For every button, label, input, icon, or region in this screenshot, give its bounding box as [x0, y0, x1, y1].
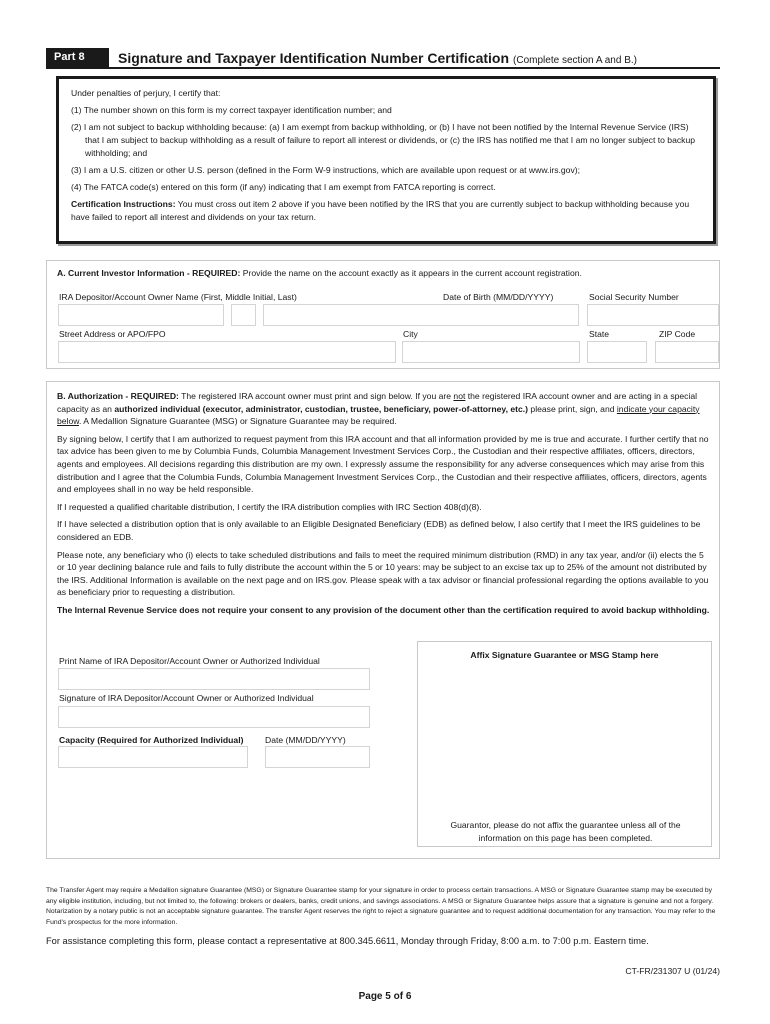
section-a-heading-text: Provide the name on the account exactly as it appears in the current account registration. [240, 268, 582, 278]
city-field[interactable] [402, 341, 580, 363]
name-label: IRA Depositor/Account Owner Name (First, Middle Initial, Last) [59, 292, 297, 302]
street-field[interactable] [58, 341, 396, 363]
cert-item-3: (3) I am a U.S. citizen or other U.S. person (defined in the Form W-9 instructions, which are available upon request or at www.irs.gov); [71, 165, 580, 175]
ssn-label: Social Security Number [589, 292, 679, 302]
zip-label: ZIP Code [659, 329, 696, 339]
cert-item-2: (2) I am not subject to backup withholding because: (a) I am exempt from backup withholding, or (b) I have not been notified by the Internal Revenue Service (IRS) that I am subject to backup withholding as a result of failure to report all interest or dividends, or (c) the IRS has notified me that I am no longer subject to backup withholding; and [71, 122, 696, 158]
header-rule [46, 67, 720, 69]
part-title [118, 50, 637, 66]
signature-label: Signature of IRA Depositor/Account Owner or Authorized Individual [59, 693, 314, 703]
section-b-p1-b: the registered IRA account owner and are acting in a special capacity as an [57, 391, 698, 414]
section-b-p1-not: not [453, 391, 466, 401]
ssn-field[interactable] [587, 304, 719, 326]
signature-guarantee-box [417, 641, 712, 847]
part-title-text: Signature and Taxpayer Identification Number Certification [118, 50, 510, 66]
state-field[interactable] [587, 341, 647, 363]
capacity-field[interactable] [58, 746, 248, 768]
section-b-p4: If I have selected a distribution option that is only available to an Eligible Designated Beneficiary (EDB) as defined below, I also certify that I meet the IRS guidelines to be considered an EDB. [57, 519, 701, 542]
cert-instructions-label: Certification Instructions: [71, 199, 176, 209]
zip-field[interactable] [655, 341, 719, 363]
section-b-p3: If I requested a qualified charitable distribution, I certify the IRA distribution complies with IRC Section 408(d)(8). [57, 501, 482, 512]
section-a [46, 260, 720, 369]
middle-initial-field[interactable] [231, 304, 256, 326]
cert-item-4: (4) The FATCA code(s) entered on this form (if any) indicating that I am exempt from FATCA reporting is correct. [71, 182, 496, 192]
cert-intro: Under penalties of perjury, I certify that: [71, 88, 221, 98]
stamp-note: Guarantor, please do not affix the guarantee unless all of the information on this page has been completed. [450, 820, 681, 843]
section-b-p1-d: . A Medallion Signature Guarantee (MSG) or Signature Guarantee may be required. [78, 416, 397, 427]
section-b-p1-a: The registered IRA account owner must print and sign below. If you are [178, 391, 454, 401]
signature-field[interactable] [58, 706, 370, 728]
part-badge: Part 8 [46, 48, 109, 67]
street-label: Street Address or APO/FPO [59, 329, 166, 339]
section-b-text [57, 390, 713, 622]
state-label: State [589, 329, 610, 339]
cert-instructions [71, 198, 703, 224]
city-label: City [403, 329, 418, 339]
form-code: CT-FR/231307 U (01/24) [625, 966, 720, 976]
assistance-text: For assistance completing this form, please contact a representative at 800.345.6611, Monday through Friday, 8:00 a.m. to 7:00 p.m. Eastern time. [46, 936, 649, 946]
section-a-heading-bold: A. Current Investor Information - REQUIRED: [57, 268, 241, 278]
print-name-label: Print Name of IRA Depositor/Account Owner or Authorized Individual [59, 656, 320, 666]
first-name-field[interactable] [58, 304, 224, 326]
part-subtitle: (Complete section A and B.) [513, 55, 637, 66]
section-b-p1-c: please print, sign, and [528, 403, 617, 414]
section-b-p1-bold: authorized individual (executor, administrator, custodian, trustee, beneficiary, power-of-attorney, etc.) [114, 403, 529, 414]
section-a-heading [57, 268, 582, 278]
stamp-title: Affix Signature Guarantee or MSG Stamp here [470, 650, 659, 660]
date-label: Date (MM/DD/YYYY) [265, 735, 346, 745]
dob-label: Date of Birth (MM/DD/YYYY) [443, 292, 554, 302]
section-b [46, 381, 720, 859]
section-b-heading: B. Authorization - REQUIRED: [57, 391, 179, 401]
section-b-p6: The Internal Revenue Service does not require your consent to any provision of the document other than the certification required to avoid backup withholding. [57, 604, 710, 615]
last-name-field[interactable] [263, 304, 579, 326]
cert-instructions-text: You must cross out item 2 above if you have been notified by the IRS that you are currently subject to backup withholding because you have failed to report all interest and dividends on your tax return. [71, 199, 690, 222]
section-b-p1-underline: indicate your capacity below [57, 403, 700, 427]
certification-box [56, 76, 716, 244]
capacity-label: Capacity (Required for Authorized Individual) [59, 735, 244, 745]
print-name-field[interactable] [58, 668, 370, 690]
section-b-p5: Please note, any beneficiary who (i) elects to take scheduled distributions and fails to meet the required minimum distribution (RMD) in any tax year, and/or (ii) elects the 5 or 10 year declining balance rule and fails to fully distribute the account within the 5 or 10 years: may be subject to an excise tax up to 25% of the amount not distributed by the IRS. Additional Information is available on the next page and on IRS.gov. Please speak with a tax advisor or financial professional regarding the options available to you as beneficiary prior to requesting a distribution. [57, 549, 709, 598]
date-field[interactable] [265, 746, 370, 768]
cert-item-1: (1) The number shown on this form is my correct taxpayer identification number; and [71, 105, 392, 115]
page-number: Page 5 of 6 [358, 991, 412, 1002]
section-b-p2: By signing below, I certify that I am authorized to request payment from this IRA account and that all information provided by me is true and accurate. I further certify that no tax advice has been given to me by Columbia Funds, Columbia Management Investment Services Corp., the Custodian and their respective affiliates, officers, directors, agents and employees. All decisions regarding this distribution are my own. I expressly assume the responsibility for any adverse consequences which may arise from this distribution and I agree that the Columbia Funds, Columbia Management Investment Services Corp., the Custodian and their respective affiliates, officers, directors, agents and employees shall in no way be held responsible. [57, 433, 709, 495]
section-b-intro [57, 390, 713, 428]
fine-print: The Transfer Agent may require a Medallion signature Guarantee (MSG) or Signature Guarantee stamp for your signature in order to process certain transactions. A MSG or Signature Guarantee stamp may be executed by any eligible institution, including, but not limited to, the following: brokers or dealers, banks, credit unions, and savings associations. A MSG or Signature Guarantee helps assure that a signature is genuine and not a forgery. Notarization by a notary public is not an acceptable signature guarantee. The transfer Agent reserves the right to reject a signature guarantee and to request additional documentation for any transaction. You may refer to the Fund's prospectus for the more information. [46, 887, 716, 926]
